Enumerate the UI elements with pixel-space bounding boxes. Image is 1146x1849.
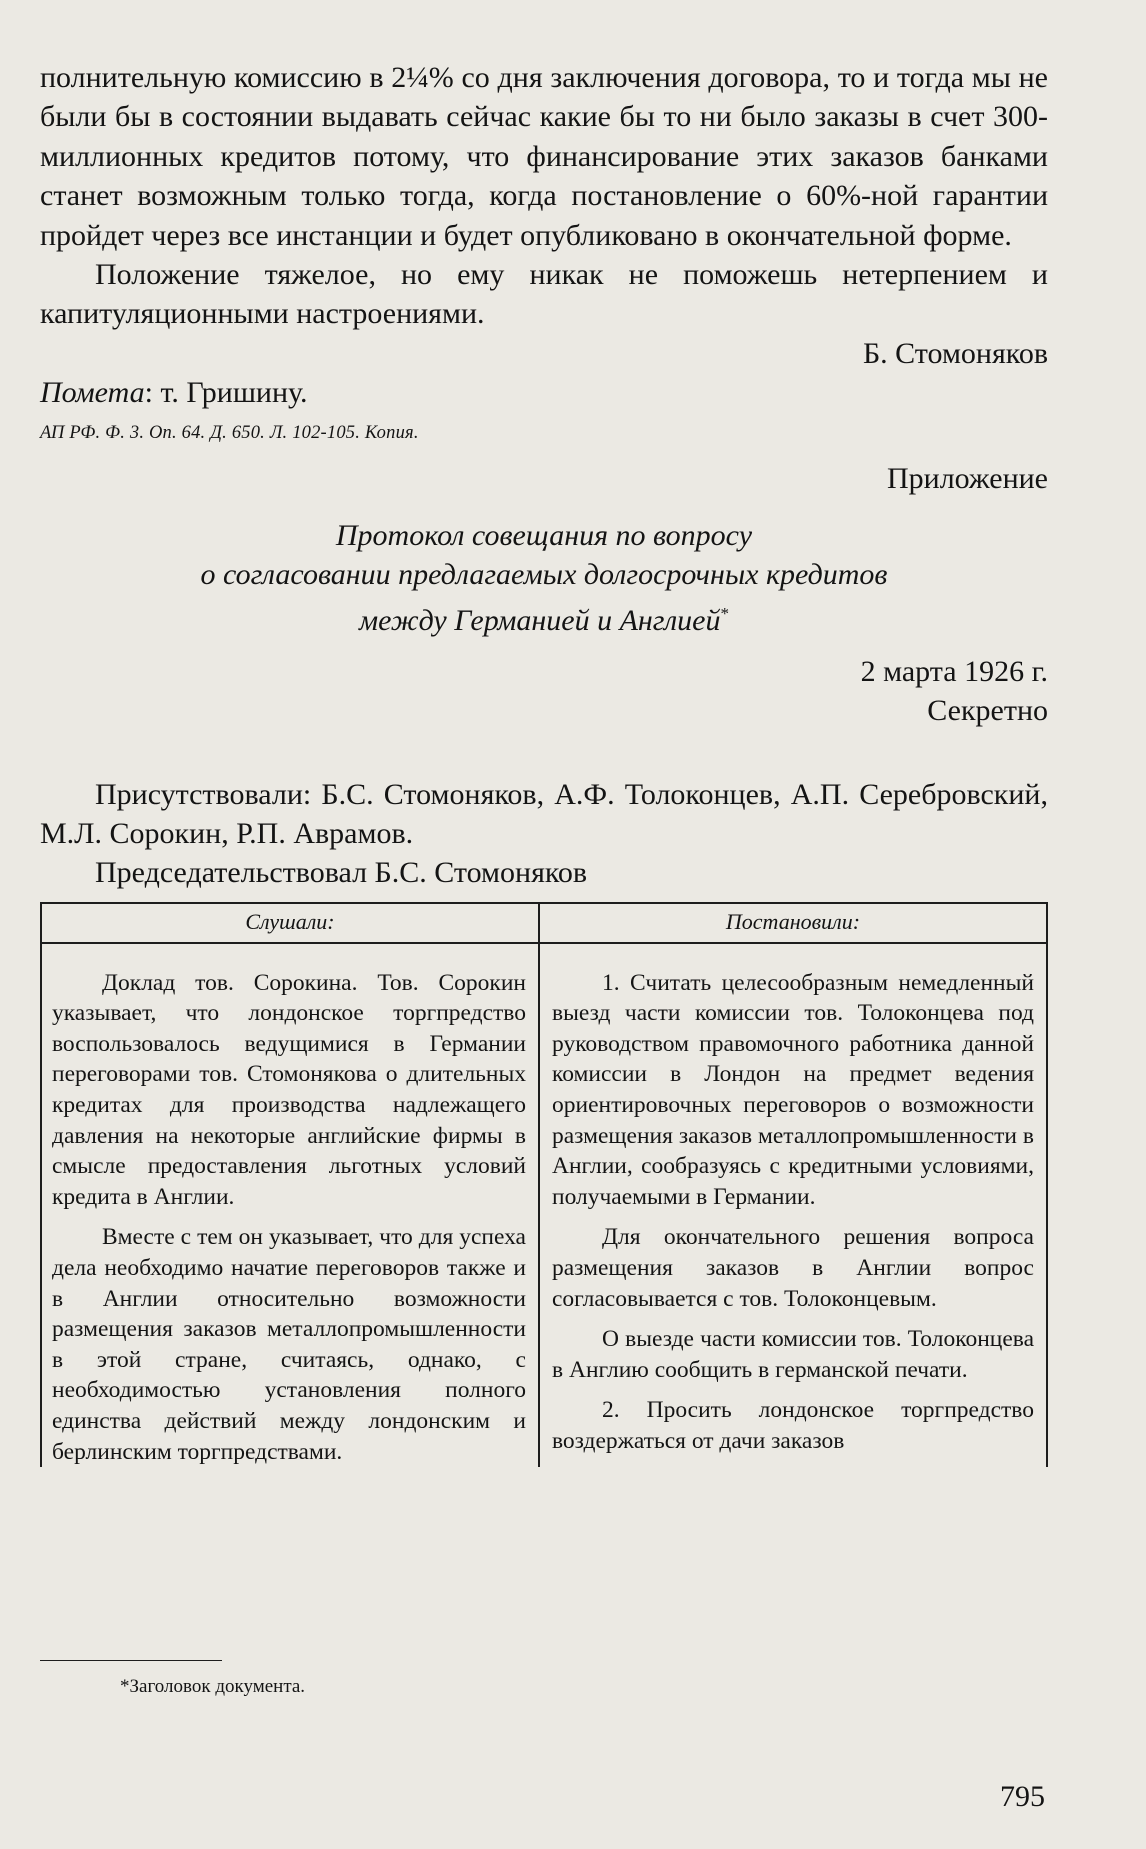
- protocol-date: 2 марта 1926 г.: [860, 654, 1048, 688]
- note-label: Помета: [40, 376, 145, 410]
- footnote-divider: [40, 1660, 222, 1661]
- protocol-title-text: между Германией и Англией: [359, 603, 721, 637]
- protocol-title-line: о согласовании предлагаемых долгосрочных кредитов: [200, 557, 888, 591]
- footnote-mark: *: [720, 603, 729, 623]
- protocol-title: [40, 516, 1048, 640]
- minutes-table: [40, 902, 1048, 1468]
- resolved-paragraph: Для окончательного решения вопроса размещения заказов в Англии вопрос согласовывается с тов. Толоконцевым.: [552, 1224, 1034, 1312]
- table-header-row: [41, 903, 1047, 943]
- header-resolved: Постановили:: [539, 903, 1047, 943]
- heard-paragraph: Доклад тов. Сорокина. Тов. Сорокин указывает, что лондонское торгпредство воспользовалось ведущимися в Германии переговорами тов. Стомонякова о длительных кредитах для производства надлежащего давления на некоторые английские фирмы в смысле предоставления льготных условий кредита в Англии.: [52, 969, 526, 1210]
- archive-source: АП РФ. Ф. 3. Оп. 64. Д. 650. Л. 102-105. Копия.: [40, 422, 419, 443]
- chairperson: Председательствовал Б.С. Стомоняков: [95, 855, 588, 889]
- paragraph-situation: Положение тяжелое, но ему никак не поможешь нетерпением и капитуляционными настроениями.: [40, 258, 1048, 331]
- note-text: : т. Гришину.: [144, 376, 308, 410]
- document-page: [40, 58, 1048, 1467]
- heard-cell: [41, 943, 539, 1468]
- signature: Б. Стомоняков: [862, 336, 1048, 370]
- heard-paragraph: Вместе с тем он указывает, что для успеха дела необходимо начатие переговоров также и в Англии относительно возможности размещения заказов металлопромышленности в этой стране, считаясь, однако, с необходимостью установления полного единства действий между лондонским и берлинским торгпредствами.: [52, 1224, 526, 1465]
- resolved-paragraph: О выезде части комиссии тов. Толоконцева в Англию сообщить в германской печати.: [552, 1326, 1034, 1383]
- appendix-label: Приложение: [886, 461, 1048, 495]
- protocol-title-line: Протокол совещания по вопросу: [335, 518, 753, 552]
- classification-mark: Секретно: [927, 693, 1048, 727]
- page-number: 795: [1000, 1780, 1045, 1813]
- paragraph-continuation: полнительную комиссию в 2¼% со дня заключения договора, то и тогда мы не были бы в состоянии выдавать сейчас какие бы то ни было заказы в счет 300-миллионных кредитов потому, что финансирование этих заказов банками станет возможным только тогда, когда постановление о 60%-ной гарантии пройдет через все инстанции и будет опубликовано в окончательной форме.: [40, 61, 1048, 252]
- resolved-cell: [539, 943, 1047, 1468]
- footnote: *Заголовок документа.: [120, 1676, 306, 1697]
- header-heard: Слушали:: [41, 903, 539, 943]
- protocol-title-line: [40, 594, 1048, 640]
- table-row: [41, 943, 1047, 1468]
- note-line: [40, 373, 1048, 412]
- resolved-paragraph: 2. Просить лондонское торгпредство воздержаться от дачи заказов: [552, 1397, 1034, 1454]
- attendees: Присутствовали: Б.С. Стомоняков, А.Ф. Толоконцев, А.П. Серебровский, М.Л. Сорокин, Р.П. Аврамов.: [40, 777, 1048, 850]
- resolved-paragraph: 1. Считать целесообразным немедленный выезд части комиссии тов. Толоконцева под руководством правомочного работника данной комиссии в Лондон на предмет ведения ориентировочных переговоров о возможности размещения заказов металлопромышленности в Англии, сообразуясь с кредитными условиями, получаемыми в Германии.: [552, 969, 1034, 1210]
